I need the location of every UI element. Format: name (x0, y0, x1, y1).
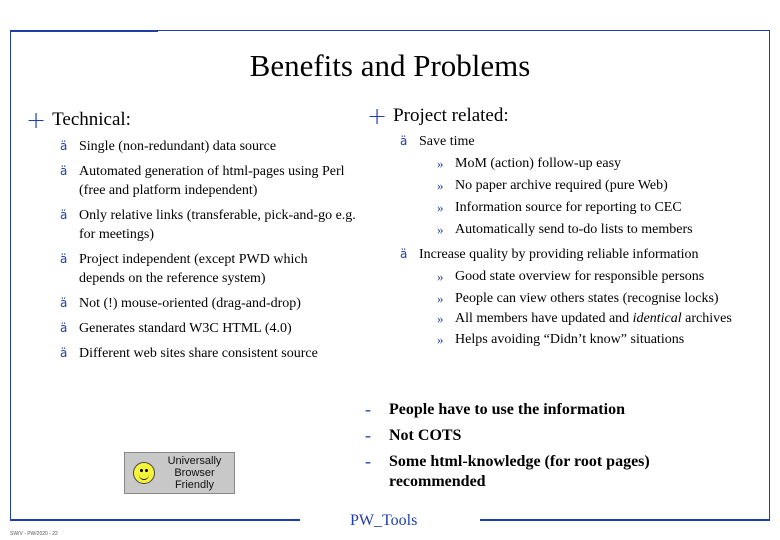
list-item (400, 245, 772, 349)
emphasis-text: identical (632, 311, 682, 326)
sub-bullet-icon: » (437, 269, 444, 284)
problem-item: - Not COTS (365, 425, 462, 445)
list-item: ä Only relative links (transferable, pick-and-go e.g. for meetings) (60, 208, 356, 242)
project-heading-label: Project related: (393, 105, 509, 126)
problems-list (365, 400, 695, 498)
sub-list-item: » People can view others states (recognise locks) (437, 291, 719, 306)
sub-bullet-icon: » (437, 222, 444, 237)
bullet-marker-icon: ä (60, 346, 68, 360)
bullet-marker-icon: ä (60, 139, 68, 153)
sub-bullet-icon: » (437, 200, 444, 215)
quality-sublist (419, 267, 772, 349)
smiley-face-icon (133, 462, 155, 484)
technical-heading (26, 106, 131, 134)
list-item (400, 132, 772, 239)
project-heading (367, 102, 509, 130)
sub-bullet-icon: » (437, 332, 444, 347)
sub-bullet-icon: » (437, 311, 444, 326)
list-item: ä Project independent (except PWD which depends on the reference system) (60, 252, 308, 286)
plus-bullet-icon: + (367, 102, 388, 130)
frame-bottom-right-line (480, 519, 770, 521)
technical-list (60, 137, 360, 369)
bullet-marker-icon: ä (60, 321, 68, 335)
sub-bullet-icon: » (437, 178, 444, 193)
list-item: ä Different web sites share consistent source (60, 346, 318, 361)
sub-list-item: » All members have updated and identical archives (437, 311, 732, 326)
sub-list-item: » Helps avoiding “Didn’t know” situations (437, 332, 685, 347)
universally-browser-friendly-badge (124, 452, 235, 494)
technical-heading-label: Technical: (52, 109, 131, 130)
badge-text: Universally Browser Friendly (167, 455, 222, 491)
problem-item: - Some html-knowledge (for root pages) recommended (365, 451, 650, 490)
sub-list-item: » Information source for reporting to CEC (437, 200, 682, 215)
sub-bullet-icon: » (437, 156, 444, 171)
bullet-marker-icon: ä (60, 164, 68, 178)
footer-slide-ref: SW/V - PW/2020 - 22 (10, 531, 58, 537)
list-item: ä Single (non-redundant) data source (60, 139, 277, 154)
frame-left-line (10, 30, 11, 520)
bullet-marker-icon: ä (60, 296, 68, 310)
dash-bullet-icon: - (365, 399, 371, 419)
dash-bullet-icon: - (365, 425, 371, 445)
sub-list-item: » No paper archive required (pure Web) (437, 178, 668, 193)
bullet-marker-icon: ä (60, 252, 68, 266)
bullet-marker-icon: ä (60, 208, 68, 222)
save-time-sublist (419, 154, 772, 239)
frame-top-line (158, 30, 770, 31)
list-item: ä Automated generation of html-pages using Perl (free and platform independent) (60, 164, 345, 198)
frame-bottom-left-line (10, 519, 300, 521)
sub-bullet-icon: » (437, 291, 444, 306)
slide-title: Benefits and Problems (249, 48, 531, 83)
sub-list-item: » Automatically send to-do lists to members (437, 222, 693, 237)
project-list (400, 132, 772, 355)
sub-list-item: » Good state overview for responsible persons (437, 269, 705, 284)
quality-label: Increase quality by providing reliable information (419, 247, 699, 262)
plus-bullet-icon: + (26, 106, 47, 134)
frame-top-left-line (10, 30, 158, 32)
sub-list-item: » MoM (action) follow-up easy (437, 156, 622, 171)
list-item: ä Not (!) mouse-oriented (drag-and-drop) (60, 296, 301, 311)
bullet-marker-icon: ä (400, 134, 408, 148)
bullet-marker-icon: ä (400, 247, 408, 261)
footer-title: PW_Tools (350, 512, 418, 529)
save-time-label: Save time (419, 134, 475, 149)
problem-item: - People have to use the information (365, 399, 625, 419)
dash-bullet-icon: - (365, 451, 371, 471)
list-item: ä Generates standard W3C HTML (4.0) (60, 321, 292, 336)
